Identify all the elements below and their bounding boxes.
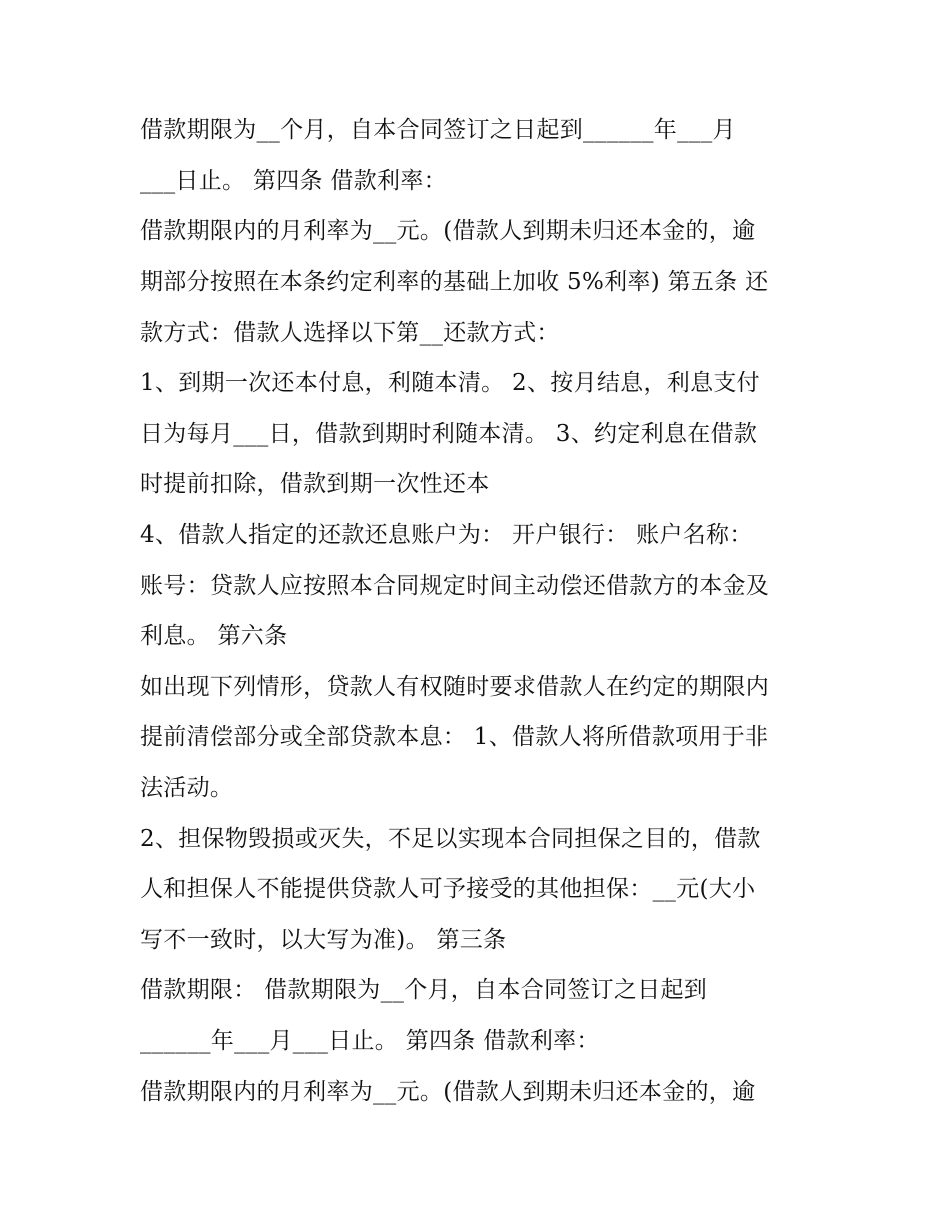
text-line: 4、借款人指定的还款还息账户为： 开户银行： 账户名称： [140,522,753,548]
text-line: 借款期限： 借款期限为__个月，自本合同签订之日起到 [140,977,708,1003]
text-line: 1、到期一次还本付息，利随本清。 2、按月结息，利息支付 [140,370,760,396]
text-line: 借款期限内的月利率为__元。(借款人到期未归还本金的，逾 [140,1079,756,1105]
text-line: 人和担保人不能提供贷款人可予接受的其他担保：__元(大小 [140,876,756,902]
text-line: 2、担保物毁损或灭失，不足以实现本合同担保之目的，借款 [140,826,761,852]
text-line: ___日止。 第四条 借款利率： [140,168,447,194]
text-line: 款方式：借款人选择以下第__还款方式： [140,320,560,346]
text-line: 借款期限内的月利率为__元。(借款人到期未归还本金的，逾 [140,218,756,244]
text-line: ______年___月___日止。 第四条 借款利率： [140,1028,600,1054]
text-line: 利息。 第六条 [140,623,288,649]
text-line: 写不一致时，以大写为准)。 第三条 [140,927,507,953]
text-line: 期部分按照在本条约定利率的基础上加收 5%利率) 第五条 还 [140,269,769,295]
text-line: 提前清偿部分或全部贷款本息： 1、借款人将所借款项用于非 [140,724,769,750]
text-line: 时提前扣除，借款到期一次性还本 [140,471,490,497]
text-line: 法活动。 [140,775,234,801]
text-line: 借款期限为__个月，自本合同签订之日起到______年___月 [140,117,736,143]
text-line: 如出现下列情形，贷款人有权随时要求借款人在约定的期限内 [140,674,770,700]
text-line: 账号：贷款人应按照本合同规定时间主动偿还借款方的本金及 [140,573,770,599]
text-line: 日为每月___日，借款到期时利随本清。 3、约定利息在借款 [140,421,758,447]
